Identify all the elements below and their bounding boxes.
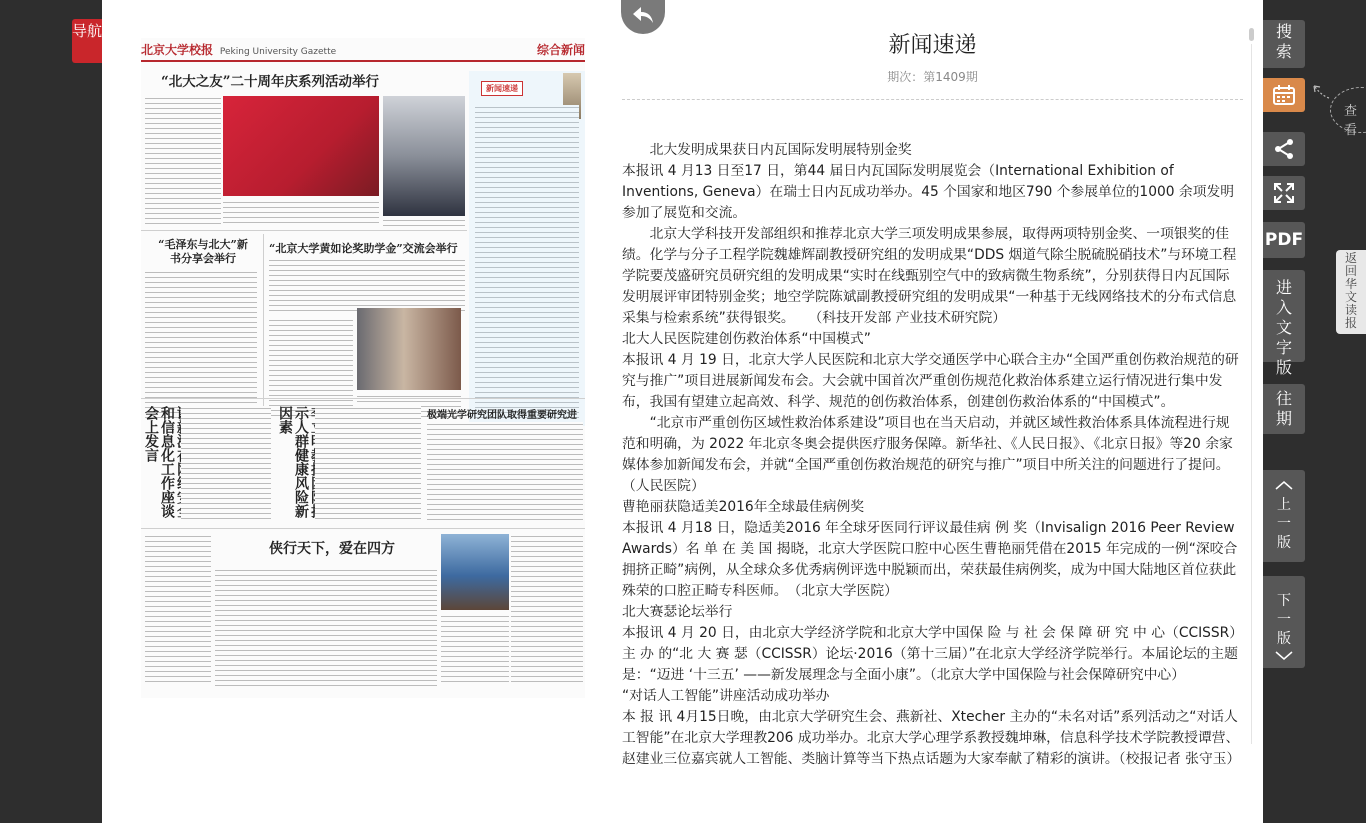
text-column [145,96,221,226]
article-paragraph: 北大发明成果获日内瓦国际发明展特别金奖 [622,142,912,158]
text-column [269,258,465,314]
headline-huanglulun[interactable]: “北京大学黄如论奖助学金”交流会举行 [269,242,458,255]
newspaper-masthead [141,38,585,62]
article-paragraph: 本 报 讯 4月15日晚，由北京大学研究生会、燕新社、Xtecher 主办的“未名对话”系列活动之“对话人工智能”在北京大学理教206 成功举办。北京大学心理学系教授魏坤琳，信息科学技术学院教授谭营、赵建业三位嘉宾就人工智能、类脑计算等当下热点话题为大家奉献了精彩的演讲。（校报记者 张守玉） [622,709,1241,767]
next-page-button[interactable]: 下一版 [1263,576,1305,668]
article-paragraph: 本报讯 4 月13 日至17 日，第44 届日内瓦国际发明展览会（International Exhibition of Inventions, Geneva）在瑞士日内瓦成功举办。45 个国家和地区790 个参展单位的1000 余项发明参加了展览和交流。 [622,163,1235,221]
text-column [315,406,421,522]
person-photo [383,96,465,216]
fullscreen-icon [1272,181,1296,205]
news-brief-box [469,71,585,426]
search-button[interactable]: 搜索 [1263,20,1305,68]
headline-liliming[interactable]: 示人群健康风险新因素 [277,406,309,518]
news-brief-tag: 新闻速递 [481,81,523,96]
masthead-en: Peking University Gazette [219,46,337,57]
article-paragraph: 北京大学科技开发部组织和推荐北京大学三项发明成果参展，取得两项特别金奖、一项银奖的佳绩。化学与分子工程学院魏雄辉副教授研究组的发明成果“DDS 烟道气除尘脱硫脱硝技术”与环境工程学院要茂盛研究员研究组的发明成果“实时在线甄别空气中的致病微生物系统”，分别获得日内瓦国际发明展评审团特别金奖；地空学院陈斌副教授研究组的发明成果“一种基于无线网络技术的分布式信息采集与检索系统”获得银奖。 （科技开发部 产业技术研究院） [622,226,1237,326]
text-column [269,318,353,418]
pdf-button[interactable]: PDF [1263,222,1305,258]
fullscreen-button[interactable] [1263,176,1305,210]
back-arrow-icon [631,5,655,27]
text-column [181,406,271,522]
calendar-button[interactable] [1263,78,1305,112]
section-label: 综合新闻 [536,42,585,57]
article-title: 新闻速递 [888,33,977,58]
chevron-up-icon [1275,480,1293,490]
text-column [223,200,379,224]
headline-jiduan[interactable]: 极端光学研究团队取得重要研究进 [427,410,577,421]
text-column [383,218,465,228]
newspaper-page[interactable] [141,38,585,698]
nav-button[interactable]: 导航 [72,19,102,63]
text-column [441,614,509,686]
text-column [511,534,583,684]
share-icon [1272,137,1296,161]
article-paragraph: 曹艳丽获隐适美2016年全球最佳病例奖 [622,499,865,515]
calendar-icon [1272,84,1296,106]
headline-xiaxing[interactable]: 侠行天下，爱在四方 [269,541,395,557]
text-column [145,534,211,684]
divider [263,234,264,424]
article-paragraph: 本报讯 4 月 20 日，由北京大学经济学院和北京大学中国保 险 与 社 会 保 障 研 究 中 心（CCISSR）主 办 的“北 大 赛 瑟（CCISSR）论坛·2016（第十三届）”在北京大学经济学院举行。本届论坛的主题是：“迈进 ‘十三五’ ——新发展理念与全面小康”。（北京大学中国保险与社会保障研究中心） [622,625,1238,683]
article-paragraph: 本报讯 4 月18 日，隐适美2016 年全球牙医同行评议最佳病 例 奖（Invisalign 2016 Peer Review Awards）名 单 在 美 国 揭晓，北京大学医院口腔中心医生曹艳丽凭借在2015 年完成的一例“深咬合拥挤正畸”病例，从全球众多优秀病例评选中脱颖而出，荣获最佳病例奖，成为中国大陆地区首位获此殊荣的口腔正畸专科医师。 （北京大学医院） [622,520,1238,599]
divider [141,230,467,231]
scroll-track[interactable] [1251,44,1252,744]
article-paragraph: 北大赛瑟论坛举行 [622,604,733,620]
divider [141,528,585,529]
article-paragraph: “北京市严重创伤区域性救治体系建设”项目也在当天启动，并就区域性救治体系具体流程进行规范和明确，为 2022 年北京冬奥会提供医疗服务保障。新华社、《人民日报》、《北京日报》等20 余家媒体参加新闻发布会，并就“全国严重创伤救治规范的研究与推广”项目中所关注的问题进行了提问。 （人民医院） [622,415,1251,494]
text-column [475,105,579,419]
title-divider [622,99,1243,100]
masthead-logo: 北京大学校报 [141,42,214,57]
divider [141,398,585,399]
headline-xiexinzhou[interactable]: 和信息化工作座谈会上发言 [143,406,175,518]
article-issue: 期次：第1409期 [887,70,978,84]
text-mode-button[interactable]: 进入文字版 [1263,270,1305,362]
prev-page-button[interactable]: 上一版 [1263,470,1305,562]
hint-text: 查看 [1344,104,1358,138]
headline-beidazhiyou[interactable]: “北大之友”二十周年庆系列活动举行 [161,74,380,90]
headline-maozedong[interactable]: “毛泽东与北大”新书分享会举行 [158,238,248,265]
return-reader-link[interactable]: 返回华文读报 [1336,250,1366,334]
scrollbar-thumb[interactable] [1249,28,1254,41]
archive-button[interactable]: 往期 [1263,384,1305,434]
chevron-down-icon [1275,651,1293,661]
traveler-photo [441,534,509,610]
article-body [622,140,1251,770]
handshake-photo [357,308,461,390]
article-paragraph: “对话人工智能”讲座活动成功举办 [622,688,830,704]
share-button[interactable] [1263,132,1305,166]
hint-arrow-icon [1311,84,1331,100]
event-photo [223,96,379,196]
text-column [427,422,583,522]
article-paragraph: 本报讯 4 月 19 日，北京大学人民医院和北京大学交通医学中心联合主办“全国严重创伤救治规范的研究与推广”项目进展新闻发布会。大会就中国首次严重创伤规范化救治体系建立运行情况进行集中发布，我国有望建立起高效、科学、规范的创伤救治体系，创建创伤救治体系的“中国模式”。 [622,352,1239,410]
text-column [215,568,437,686]
article-paragraph: 北大人民医院建创伤救治体系“中国模式” [622,331,871,347]
